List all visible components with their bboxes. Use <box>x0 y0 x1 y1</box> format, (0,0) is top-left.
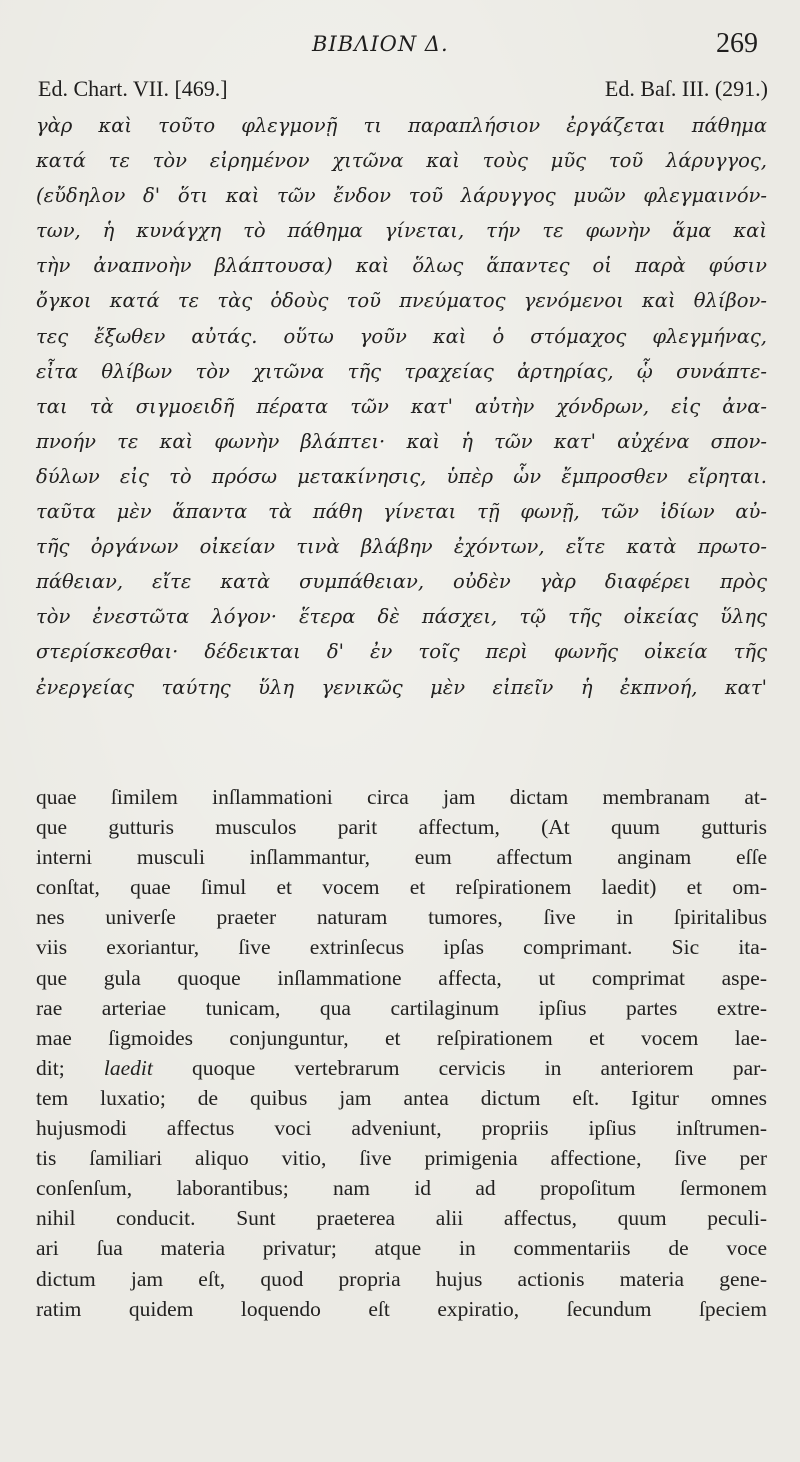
greek-line: πάθειαν, εἴτε κατὰ συμπάθειαν, οὐδὲν γὰρ διαφέρει πρὸς <box>36 570 767 594</box>
latin-line: viis exoriantur, ſive extrinſecus ipſas comprimant. Sic ita- <box>36 935 767 960</box>
greek-line: τὸν ἐνεστῶτα λόγον· ἕτερα δὲ πάσχει, τῷ τῆς οἰκείας ὕλης <box>36 605 767 629</box>
running-title: BIBΛION Δ. <box>312 32 449 56</box>
edition-basel-reference: Ed. Baſ. III. (291.) <box>604 76 768 101</box>
greek-line: τὴν ἀναπνοὴν βλάπτουσα) καὶ ὅλως ἅπαντες οἱ παρὰ φύσιν <box>36 254 767 278</box>
latin-line: quae ſimilem inſlammationi circa jam dictam membranam at- <box>36 785 767 809</box>
running-head <box>0 28 800 62</box>
latin-line: hujusmodi affectus voci adveniunt, propriis ipſius inſtrumen- <box>36 1116 767 1141</box>
greek-line: (εὔδηλον δ' ὅτι καὶ τῶν ἔνδον τοῦ λάρυγγος μυῶν φλεγμαινόν- <box>36 184 767 208</box>
latin-line: ratim quidem loquendo eſt expiratio, ſecundum ſpeciem <box>36 1296 767 1321</box>
latin-line-segment: quoque vertebrarum cervicis in anteriorem par- <box>152 1055 767 1080</box>
greek-line: στερίσκεσθαι· δέδεικται δ' ἐν τοῖς περὶ φωνῆς οἰκεία τῆς <box>36 640 767 664</box>
latin-line: dictum jam eſt, quod propria hujus actionis materia gene- <box>36 1266 767 1291</box>
latin-line: mae ſigmoides conjunguntur, et reſpirationem et vocem lae- <box>36 1025 767 1050</box>
greek-line: ὄγκοι κατά τε τὰς ὁδοὺς τοῦ πνεύματος γενόμενοι καὶ θλίβον- <box>36 289 767 313</box>
greek-line: δύλων εἰς τὸ πρόσω μετακίνησις, ὑπὲρ ὧν ἔμπροσθεν εἴρηται. <box>36 464 767 488</box>
latin-line: tis ſamiliari aliquo vitio, ſive primigenia affectione, ſive per <box>36 1146 767 1171</box>
latin-line-segment: dit; <box>36 1055 104 1080</box>
greek-text-block <box>36 108 767 705</box>
greek-line: ἐνεργείας ταύτης ὕλη γενικῶς μὲν εἰπεῖν ἡ ἐκπνοή, κατ' <box>36 675 767 699</box>
edition-reference-line <box>38 76 768 106</box>
latin-line: nihil conducit. Sunt praeterea alii affectus, quum peculi- <box>36 1206 767 1231</box>
latin-line: ari ſua materia privatur; atque in commentariis de voce <box>36 1236 767 1261</box>
italic-word: laedit <box>103 1055 153 1080</box>
greek-line: πνοήν τε καὶ φωνὴν βλάπτει· καὶ ἡ τῶν κατ' αὐχένα σπον- <box>36 429 767 453</box>
greek-line: των, ἡ κυνάγχη τὸ πάθημα γίνεται, τήν τε φωνὴν ἅμα καὶ <box>36 219 767 243</box>
latin-line: nes univerſe praeter naturam tumores, ſive in ſpiritalibus <box>36 905 767 930</box>
greek-line: κατά τε τὸν εἰρημένον χιτῶνα καὶ τοὺς μῦς τοῦ λάρυγγος, <box>36 149 767 173</box>
edition-chart-reference: Ed. Chart. VII. [469.] <box>38 76 228 101</box>
latin-line: conſtat, quae ſimul et vocem et reſpirationem laedit) et om- <box>36 875 767 900</box>
latin-line: rae arteriae tunicam, qua cartilaginum ipſius partes extre- <box>36 995 767 1020</box>
page-number: 269 <box>716 28 758 59</box>
greek-line: ται τὰ σιγμοειδῆ πέρατα τῶν κατ' αὐτὴν χόνδρων, εἰς ἀνα- <box>36 394 767 418</box>
latin-line: tem luxatio; de quibus jam antea dictum eſt. Igitur omnes <box>36 1085 767 1110</box>
latin-line-with-italic <box>36 1053 767 1083</box>
greek-line: τες ἔξωθεν αὐτάς. οὕτω γοῦν καὶ ὁ στόμαχος φλεγμήνας, <box>36 324 767 348</box>
greek-line: τῆς ὀργάνων οἰκείαν τινὰ βλάβην ἐχόντων, εἴτε κατὰ πρωτο- <box>36 535 767 559</box>
latin-line: que gutturis musculos parit affectum, (At quum gutturis <box>36 815 767 840</box>
greek-line: εἶτα θλίβων τὸν χιτῶνα τῆς τραχείας ἀρτηρίας, ᾧ συνάπτε- <box>36 359 767 383</box>
latin-line: interni musculi inſlammantur, eum affectum anginam eſſe <box>36 845 767 870</box>
greek-line: γὰρ καὶ τοῦτο φλεγμονῇ τι παραπλήσιον ἐργάζεται πάθημα <box>36 114 767 137</box>
greek-line: ταῦτα μὲν ἅπαντα τὰ πάθη γίνεται τῇ φωνῇ, τῶν ἰδίων αὐ- <box>36 500 767 524</box>
latin-line: conſenſum, laborantibus; nam id ad propoſitum ſermonem <box>36 1176 767 1201</box>
latin-text-block <box>36 782 767 1324</box>
latin-line: que gula quoque inſlammatione affecta, ut comprimat aspe- <box>36 965 767 990</box>
